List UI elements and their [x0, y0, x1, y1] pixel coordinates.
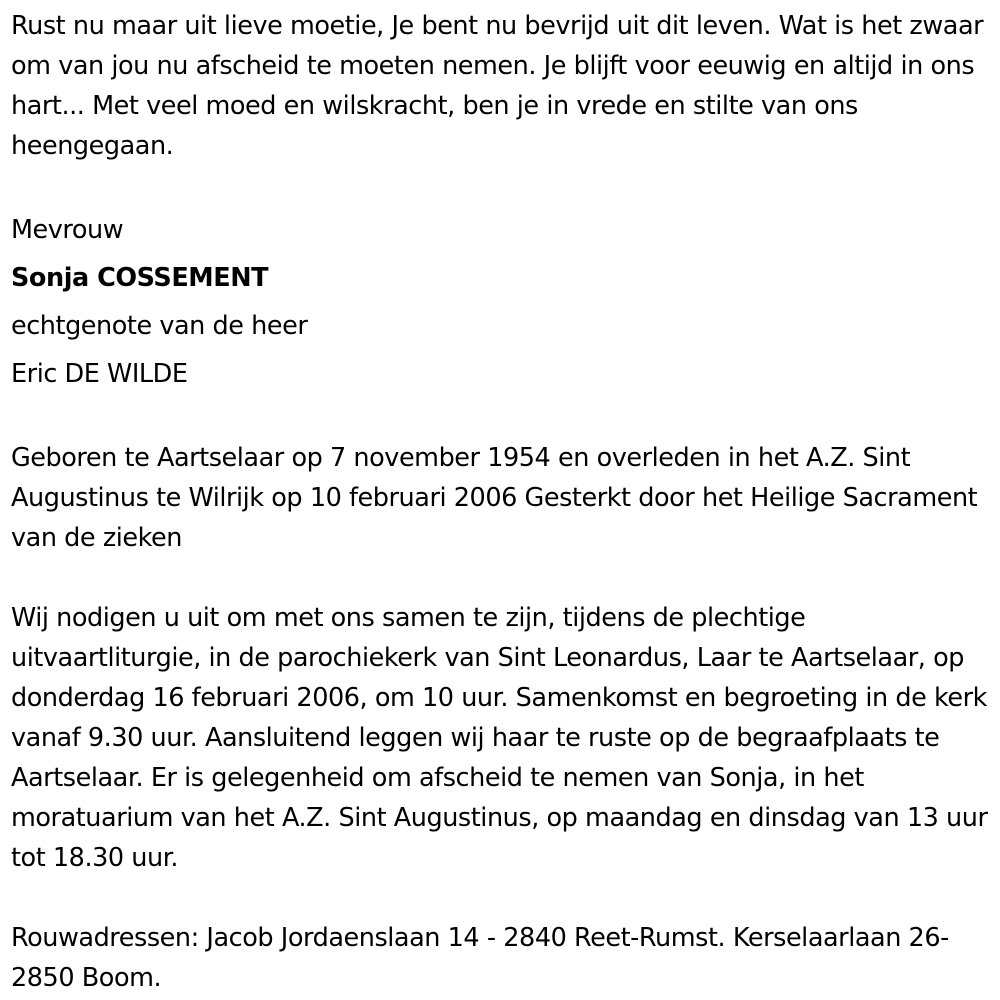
- opening-paragraph: Rust nu maar uit lieve moetie, Je bent nu bevrijd uit dit leven. Wat is het zwaar om van jou nu afscheid te moeten nemen. Je blijft voor eeuwig en altijd in ons hart... Met veel moed en wilskracht, ben je in vrede en stilte van ons heengegaan.: [11, 11, 984, 161]
- obituary-notice: [11, 6, 996, 998]
- relation-line: echtgenote van de heer: [11, 311, 308, 341]
- birth-death-paragraph: Geboren te Aartselaar op 7 november 1954 en overleden in het A.Z. Sint Augustinus te Wilrijk op 10 februari 2006 Gesterkt door het Heilige Sacrament van de zieken: [11, 443, 978, 553]
- name-block: [11, 206, 996, 398]
- deceased-name: Sonja COSSEMENT: [11, 263, 269, 293]
- addresses-paragraph: Rouwadressen: Jacob Jordaenslaan 14 - 2840 Reet-Rumst. Kerselaarlaan 26-2850 Boom.: [11, 923, 949, 993]
- spouse-name: Eric DE WILDE: [11, 359, 188, 389]
- invitation-paragraph: Wij nodigen u uit om met ons samen te zijn, tijdens de plechtige uitvaartliturgie, in de parochiekerk van Sint Leonardus, Laar te Aartselaar, op donderdag 16 februari 2006, om 10 uur. Samenkomst en begroeting in de kerk vanaf 9.30 uur. Aansluitend leggen wij haar te ruste op de begraafplaats te Aartselaar. Er is gelegenheid om afscheid te nemen van Sonja, in het moratuarium van het A.Z. Sint Augustinus, op maandag en dinsdag van 13 uur tot 18.30 uur.: [11, 603, 988, 873]
- salutation: Mevrouw: [11, 215, 124, 245]
